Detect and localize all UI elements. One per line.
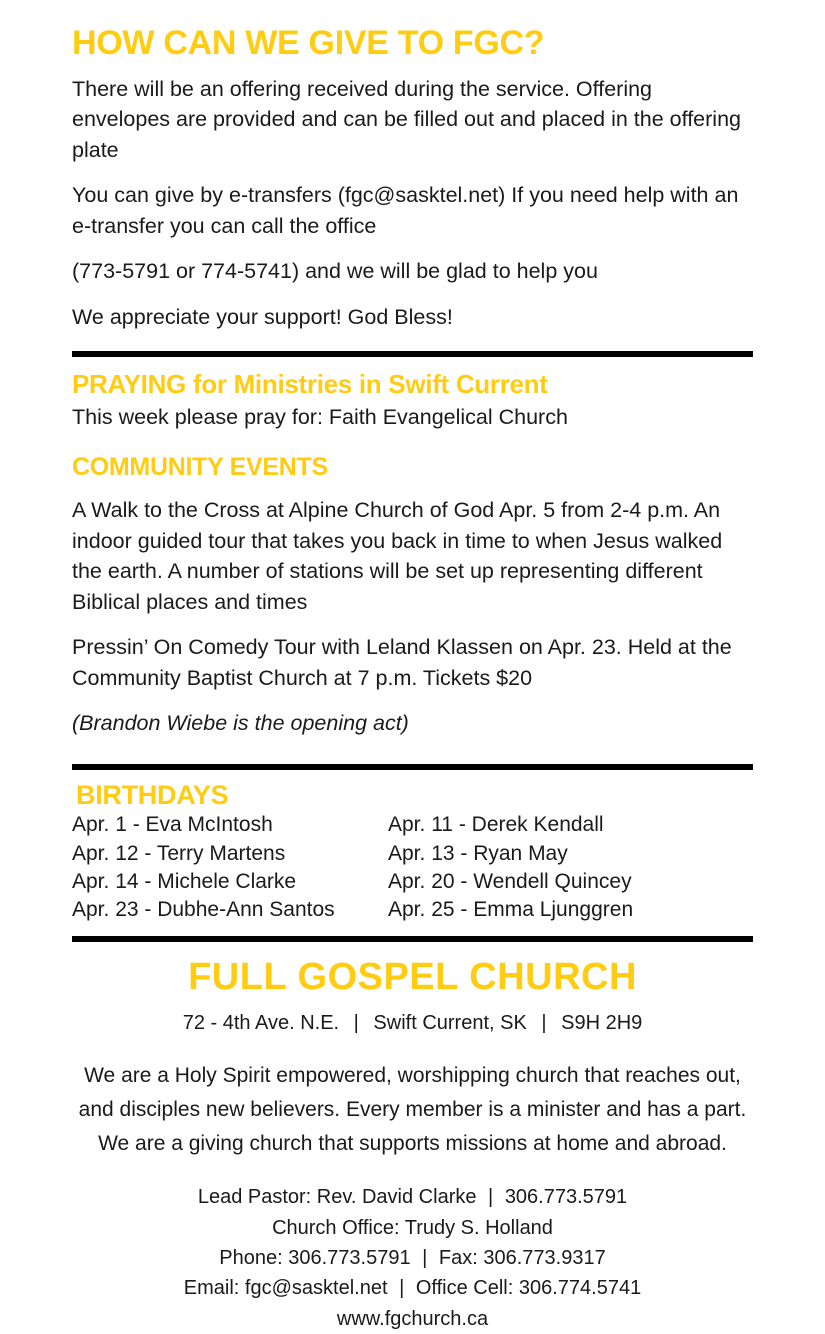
- lead-pastor-label: Lead Pastor: Rev. David Clarke: [197, 1186, 477, 1209]
- church-fax: Fax: 306.773.9317: [438, 1246, 606, 1269]
- contact-phone-fax-line: [72, 1243, 753, 1273]
- contact-email-cell-line: [72, 1273, 753, 1303]
- birthdays-section: [72, 770, 753, 924]
- giving-section: [72, 0, 753, 332]
- birthdays-list: [72, 811, 753, 924]
- mission-line: and disciples new believers. Every member is a minister and has a part.: [78, 1098, 747, 1122]
- birthday-entry: Apr. 23 - Dubhe-Ann Santos: [72, 898, 335, 922]
- church-phone: Phone: 306.773.5791: [219, 1246, 411, 1269]
- giving-paragraph-thanks: We appreciate your support! God Bless!: [72, 304, 453, 329]
- contact-lead-pastor-line: [72, 1182, 753, 1212]
- giving-paragraph-offering: There will be an offering received during the service. Offering envelopes are provided and can be filled out and placed in the offering plate: [72, 76, 741, 162]
- birthday-entry: Apr. 11 - Derek Kendall: [388, 813, 604, 837]
- birthday-entry: Apr. 14 - Michele Clarke: [72, 869, 297, 893]
- church-email: Email: fgc@sasktel.net: [183, 1277, 388, 1300]
- lead-pastor-phone: 306.773.5791: [504, 1186, 628, 1209]
- church-name: FULL GOSPEL CHURCH: [188, 956, 637, 999]
- praying-heading: PRAYING for Ministries in Swift Current: [72, 369, 548, 400]
- church-website: www.fgchurch.ca: [336, 1307, 489, 1330]
- praying-line: This week please pray for: Faith Evangelical Church: [72, 404, 568, 429]
- contact-church-office-line: Church Office: Trudy S. Holland: [272, 1216, 553, 1239]
- church-office-cell: Office Cell: 306.774.5741: [415, 1277, 642, 1300]
- mission-statement: [72, 1059, 753, 1161]
- address-street: 72 - 4th Ave. N.E.: [182, 1012, 340, 1035]
- giving-paragraph-etransfer: You can give by e-transfers (fgc@sasktel.net) If you need help with an e-transfer you can call the office: [72, 183, 739, 238]
- contact-details: [72, 1182, 753, 1334]
- community-opening-act-note: (Brandon Wiebe is the opening act): [72, 711, 409, 736]
- birthdays-heading: BIRTHDAYS: [76, 779, 229, 810]
- address-separator: |: [353, 1012, 359, 1035]
- community-events-section: [72, 432, 753, 739]
- address-separator: |: [541, 1012, 547, 1035]
- contact-separator: |: [422, 1246, 428, 1269]
- praying-section: [72, 357, 753, 432]
- address-city: Swift Current, SK: [373, 1012, 527, 1035]
- address-postal-code: S9H 2H9: [561, 1012, 643, 1035]
- mission-line: We are a giving church that supports missions at home and abroad.: [98, 1132, 727, 1156]
- birthday-entry: Apr. 12 - Terry Martens: [72, 841, 286, 865]
- church-footer-section: [72, 942, 753, 1334]
- church-address: [72, 1012, 753, 1035]
- birthday-entry: Apr. 1 - Eva McIntosh: [72, 813, 273, 837]
- community-events-heading: COMMUNITY EVENTS: [72, 453, 328, 482]
- giving-heading: HOW CAN WE GIVE TO FGC?: [72, 24, 545, 62]
- birthday-entry: Apr. 25 - Emma Ljunggren: [388, 898, 634, 922]
- giving-paragraph-phones: (773-5791 or 774-5741) and we will be glad to help you: [72, 259, 598, 284]
- contact-separator: |: [488, 1186, 494, 1209]
- birthday-entry: Apr. 13 - Ryan May: [388, 841, 568, 865]
- community-paragraph-comedy-tour: Pressin’ On Comedy Tour with Leland Klassen on Apr. 23. Held at the Community Baptist Church at 7 p.m. Tickets $20: [72, 635, 732, 690]
- mission-line: We are a Holy Spirit empowered, worshipping church that reaches out,: [84, 1064, 741, 1088]
- contact-separator: |: [399, 1277, 405, 1300]
- birthday-entry: Apr. 20 - Wendell Quincey: [388, 869, 632, 893]
- community-paragraph-walk-to-cross: A Walk to the Cross at Alpine Church of God Apr. 5 from 2-4 p.m. An indoor guided tour that takes you back in time to when Jesus walked the earth. A number of stations will be set up representing different Biblical places and times: [72, 498, 723, 614]
